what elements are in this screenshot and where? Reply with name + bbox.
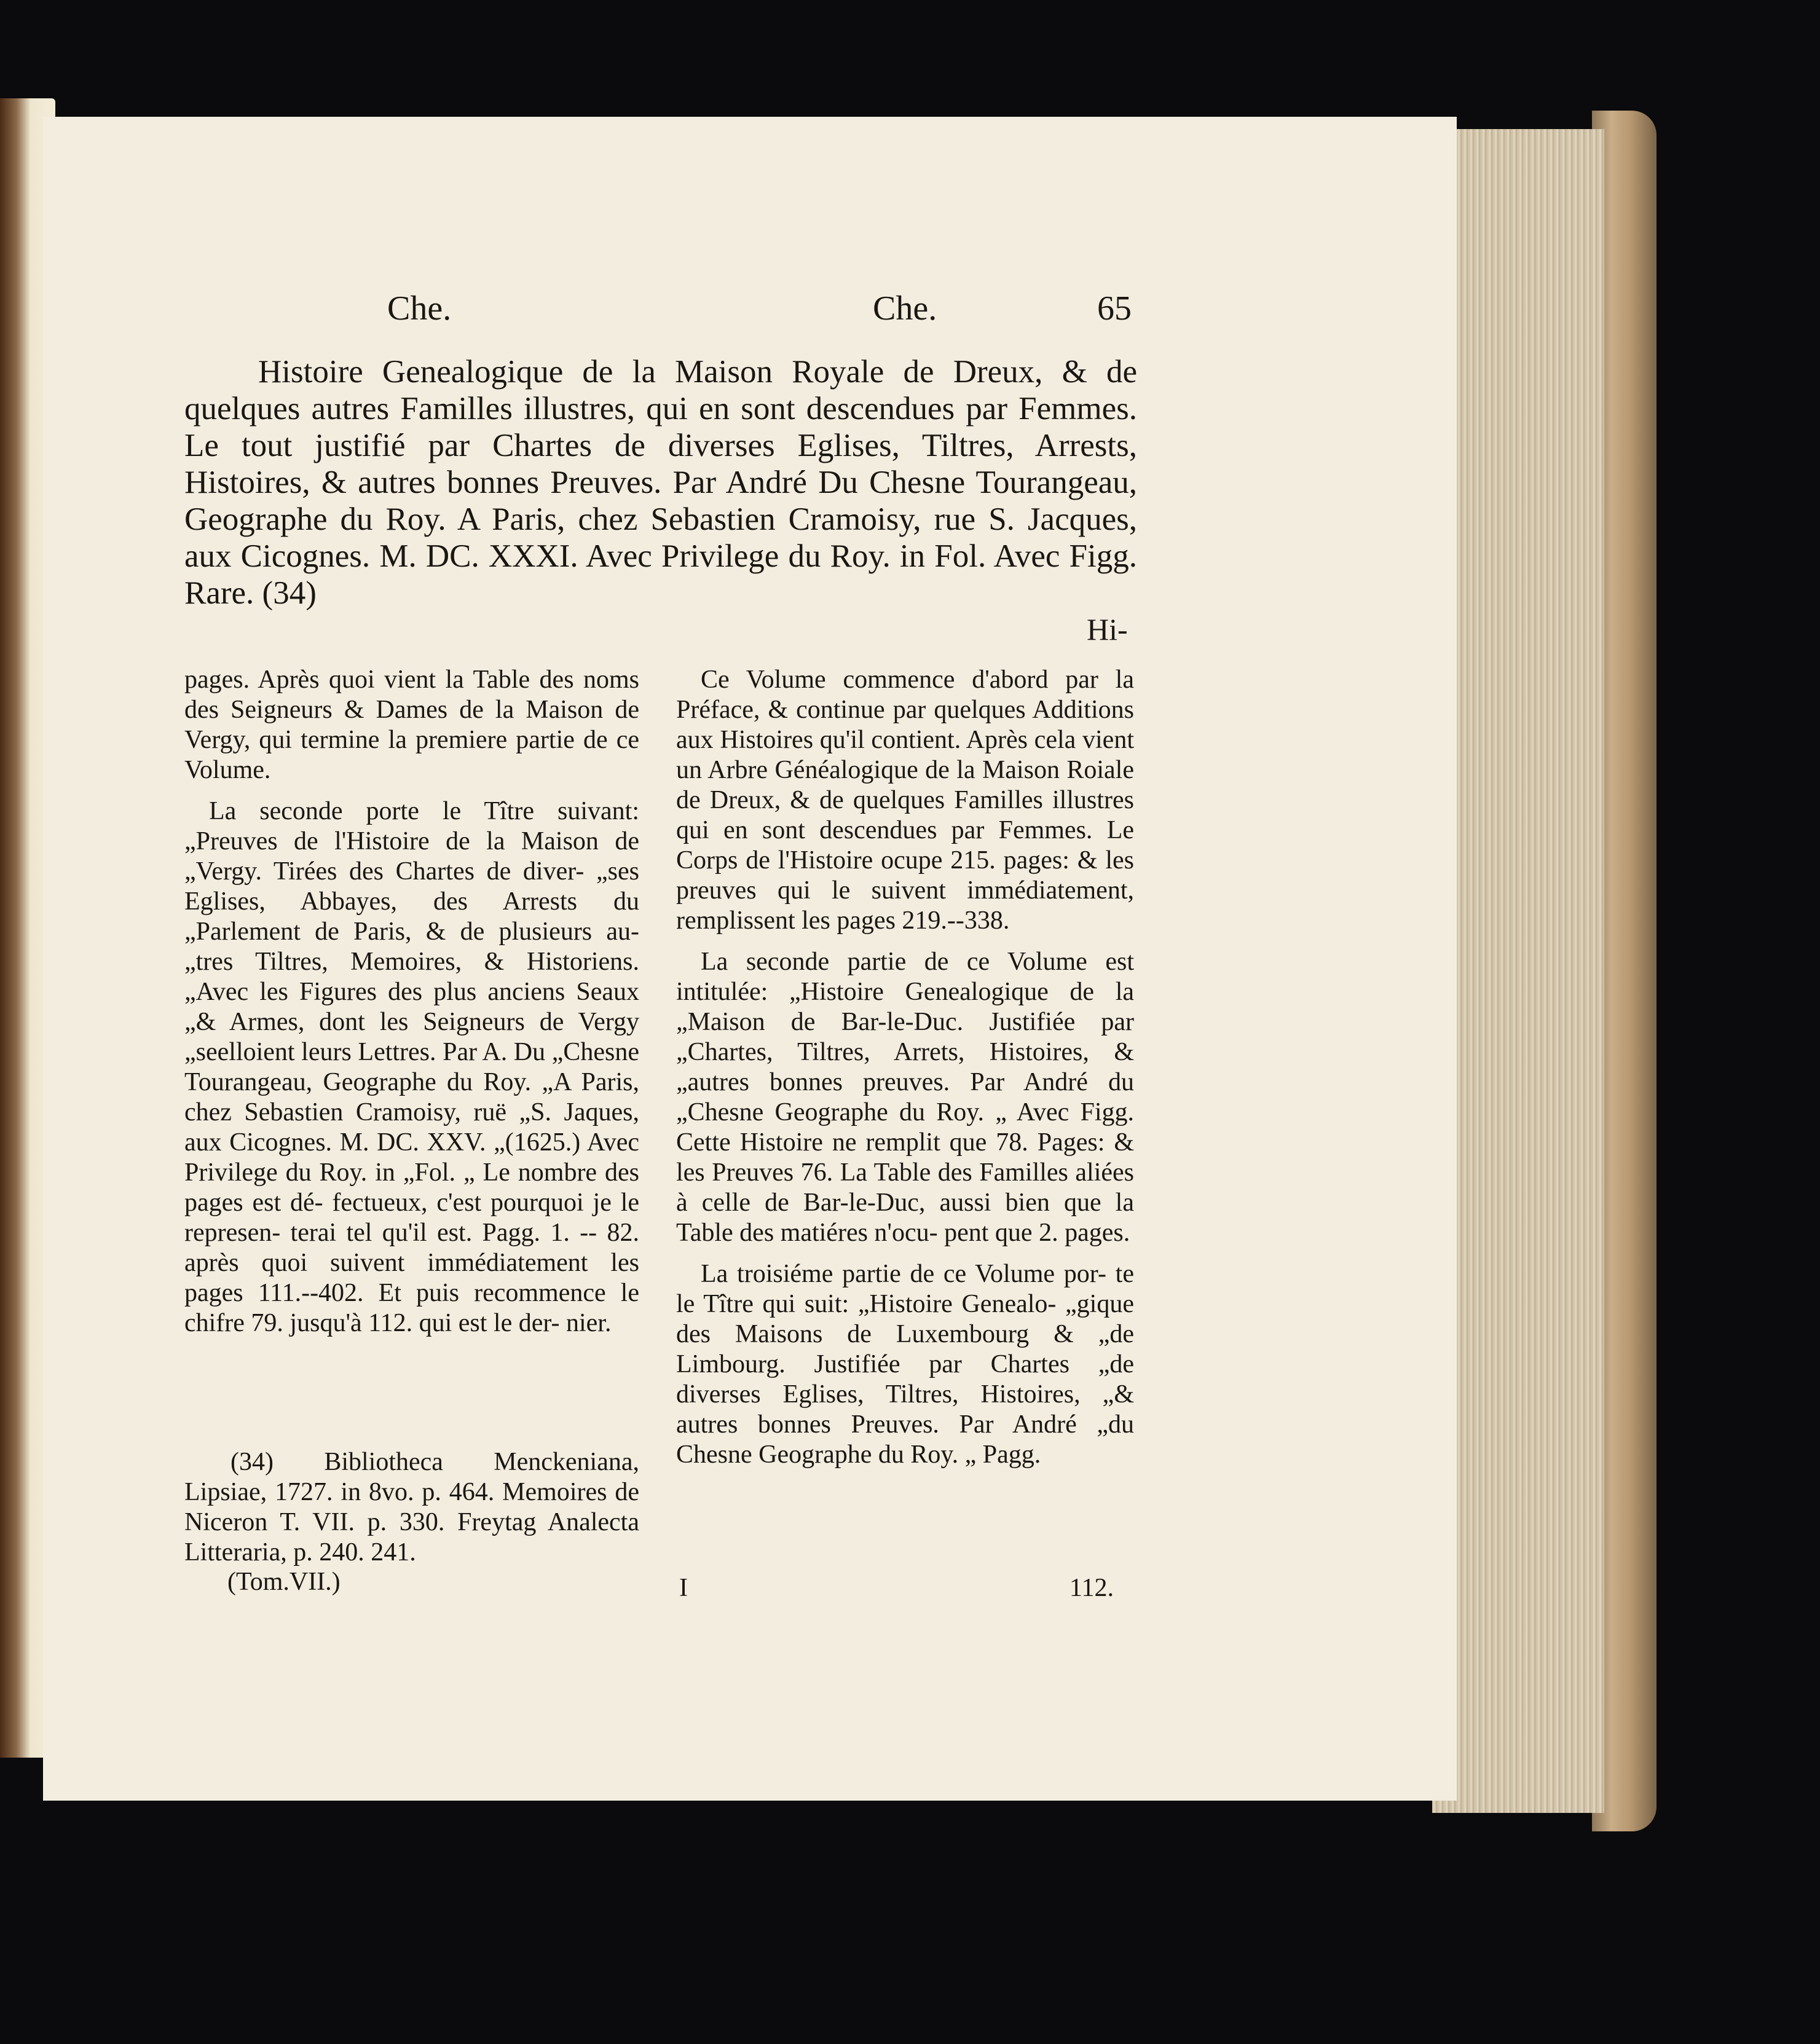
catchword-bottom: 112. (1070, 1574, 1114, 1602)
right-paragraph-2: La seconde partie de ce Volume est intitulée: „Histoire Genealogique de la „Maison de Bar-le-Duc. Justifiée par „Chartes, Tiltres, Arrets, Histoires, & „autres bonnes preuves. Par André du „Chesne Geographe du Roy. „ Avec Figg. Cette Histoire ne remplit que 78. Pages: & les Preuves 76. La Table des Familles aliées à celle de Bar-le-Duc, aussi bien que la Table des matiéres n'ocu- pent que 2. pages. (676, 948, 1134, 1247)
signature-tom: (Tom.VII.) (227, 1568, 341, 1596)
catchword-top: Hi- (1087, 612, 1128, 647)
page-block-edge (1432, 129, 1604, 1813)
intro-paragraph: Histoire Genealogique de la Maison Royale de Dreux, & de quelques autres Familles illustres, qui en sont descendues par Femmes. Le tout justifié par Chartes de diverses Eglises, Tiltres, Arrests, Histoires, & autres bonnes Preuves. Par André Du Chesne Tourangeau, Geographe du Roy. A Paris, chez Sebastien Cramoisy, rue S. Jacques, aux Cicognes. M. DC. XXXI. Avec Privilege du Roy. in Fol. Avec Figg. Rare. (34) (184, 354, 1137, 611)
left-column (184, 665, 639, 1350)
left-paragraph-2: La seconde porte le Tître suivant: „Preuves de l'Histoire de la Maison de „Vergy. Tirées des Chartes de diver- „ses Eglises, Abbayes, des Arrests du „Parlement de Paris, & de plusieurs au- „tres Tiltres, Memoires, & Historiens. „Avec les Figures des plus anciens Seaux „& Armes, dont les Seigneurs de Vergy „seelloient leurs Lettres. Par A. Du „Chesne Tourangeau, Geographe du Roy. „A Paris, chez Sebastien Cramoisy, ruë „S. Jaques, aux Cicognes. M. DC. XXV. „(1625.) Avec Privilege du Roy. in „Fol. „ Le nombre des pages est dé- fectueux, c'est pourquoi je le represen- terai tel qu'il est. Pagg. 1. -- 82. après quoi suivent immédiatement les pages 111.--402. Et puis recommence le chifre 79. jusqu'à 112. qui est le der- nier. (184, 797, 639, 1337)
running-head-left: Che. (387, 289, 452, 328)
signature-mark: I (679, 1574, 688, 1602)
right-paragraph-3: La troisiéme partie de ce Volume por- te le Tître qui suit: „Histoire Genealo- „gique des Maisons de Luxembourg & „de Limbourg. Justifiée par Chartes „de diverses Eglises, Tiltres, Histoires, „& autres bonnes Preuves. Par André „du Chesne Geographe du Roy. „ Pagg. (676, 1260, 1134, 1469)
footnote: (34) Bibliotheca Menckeniana, Lipsiae, 1727. in 8vo. p. 464. Memoires de Niceron T. VII. p. 330. Freytag Analecta Litteraria, p. 240. 241. (184, 1448, 639, 1566)
left-paragraph-1: pages. Après quoi vient la Table des noms des Seigneurs & Dames de la Maison de Vergy, qui termine la premiere partie de ce Volume. (184, 666, 639, 784)
page-number: 65 (1097, 289, 1132, 328)
right-paragraph-1: Ce Volume commence d'abord par la Préface, & continue par quelques Additions aux Histoires qu'il contient. Après cela vient un Arbre Généalogique de la Maison Roiale de Dreux, & de quelques Familles illustres qui en sont descendues par Femmes. Le Corps de l'Histoire ocupe 215. pages: & les preuves qui le suivent immédiatement, remplissent les pages 219.--338. (676, 666, 1134, 935)
right-column (676, 665, 1134, 1481)
running-head-center: Che. (873, 289, 937, 328)
